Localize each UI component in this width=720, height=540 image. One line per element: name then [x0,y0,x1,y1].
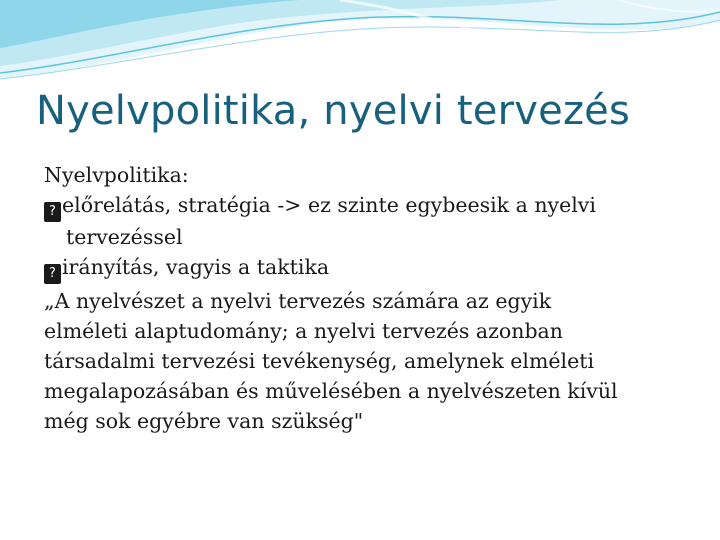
quote-line: „A nyelvészet a nyelvi tervezés számára az egyik [44,289,552,313]
quote-line: megalapozásában és művelésében a nyelvészeten kívül [44,379,618,403]
slide-body [44,160,694,436]
subheading: Nyelvpolitika: [44,163,189,187]
bullet-glyph-icon: ? [44,264,61,284]
quote-line: még sok egyébre van szükség" [44,409,364,433]
header-wave-decoration [0,0,720,90]
bullet-glyph-icon: ? [44,202,61,222]
bullet-item-1 [44,190,694,222]
quote-line: elméleti alaptudomány; a nyelvi tervezés azonban [44,319,563,343]
quote-line: társadalmi tervezési tevékenység, amelynek elméleti [44,349,594,373]
bullet-item-2 [44,252,694,284]
bullet-continuation: tervezéssel [66,225,183,249]
slide-title: Nyelvpolitika, nyelvi tervezés [36,88,630,134]
bullet-text: előrelátás, stratégia -> ez szinte egybeesik a nyelvi [62,193,596,217]
quote-block [44,286,694,436]
bullet-text: irányítás, vagyis a taktika [62,255,330,279]
